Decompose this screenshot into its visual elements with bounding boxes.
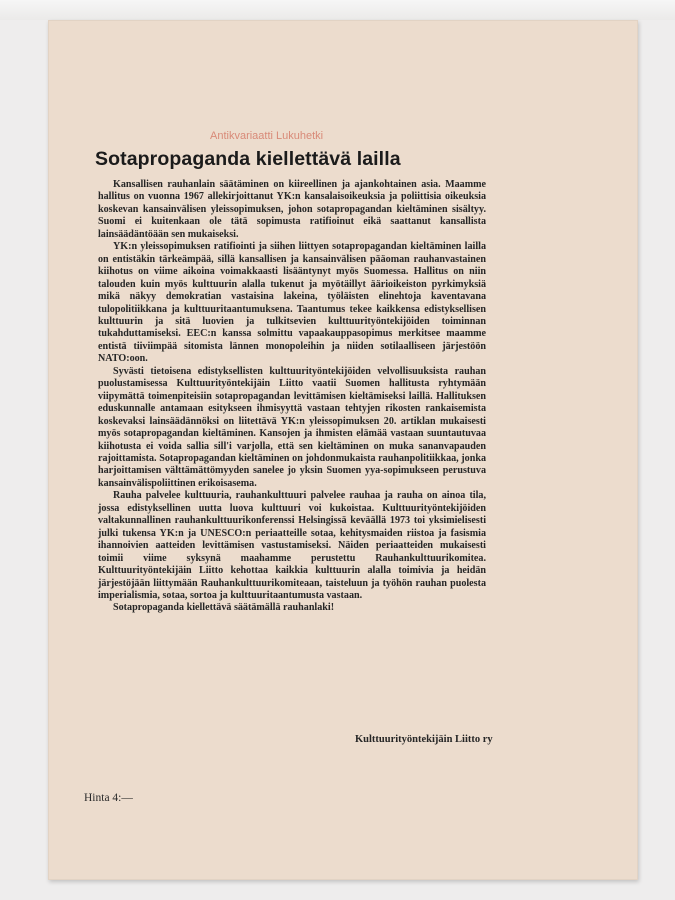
- paragraph: Rauha palvelee kulttuuria, rauhankulttuuri palvelee rauhaa ja rauha on ainoa tila, jossa edistyksellinen uutta luova kulttuuri voi kukoistaa. Kulttuurityöntekijöiden valtakunnallinen rauhankulttuurikonferenssi Helsingissä keväällä 1973 toi yksimielisesti julki tukensa YK:n ja UNESCO:n periaatteille sotaa, kehitysmaiden riistoa ja fasismia ihannoivien aatteiden levittämisen vastustamiseksi. Näiden periaatteiden mukaisesti toimii viime syksynä maahamme perustettu Rauhankulttuurikomitea. Kulttuurityöntekijäin Liitto kehottaa kaikkia kulttuurin alalla toimivia ja heidän järjestöjään liittymään Rauhankulttuurikomiteaan, taisteluun ja työhön rauhan puolesta imperialismia, sotaa, sortoa ja kulttuuritaantumusta vastaan.: [98, 490, 486, 601]
- document-title: Sotapropaganda kiellettävä lailla: [95, 148, 401, 170]
- photo-backdrop: [0, 0, 675, 20]
- signature: Kulttuurityöntekijäin Liitto ry: [355, 734, 493, 745]
- price-label: Hinta 4:—: [84, 792, 133, 804]
- paragraph: YK:n yleissopimuksen ratifiointi ja siihen liittyen sotapropagandan kieltäminen lailla on entistäkin tärkeämpää, sillä kansallisen ja kansainvälisen pääoman rauhanvastainen kiihotus on viime aikoina voimakkaasti lisääntynyt myös Suomessa. Hallitus on niin talouden kuin myös kulttuurin alalla tukenut ja myötäillyt äärioikeiston pyrkimyksiä mikä näkyy demokratian vastaisina lakeina, työläisten elinehtoja kaventavana tulopolitiikkana ja kulttuuritaantumuksena. Taantumus tekee kaikkensa edistyksellisen kulttuurin ja sitä luovien ja tulkitsevien kulttuurityöntekijöiden toiminnan tukahduttamiseksi. EEC:n kanssa solmittu vapaakauppasopimus merkitsee maamme entistä tiiviimpää sitomista lännen monopoleihin ja niiden sotilaalliseen järjestöön NATO:oon.: [98, 241, 486, 365]
- closing-slogan: Sotapropaganda kiellettävä säätämällä rauhanlaki!: [113, 602, 335, 614]
- seller-watermark: Antikvariaatti Lukuhetki: [210, 130, 324, 142]
- paragraph: Kansallisen rauhanlain säätäminen on kiireellinen ja ajankohtainen asia. Maamme hallitus on vuonna 1967 allekirjoittanut YK:n kansalaisoikeuksia ja poliittisia oikeuksia koskevan kansainvälisen yleissopimuksen, johon sotapropagandan kieltäminen sisältyy. Suomi ei kuitenkaan ole tätä sopimusta ratifioinut eikä saattanut kansallista lainsäädäntöään sen mukaiseksi.: [98, 179, 486, 240]
- paragraph: Syvästi tietoisena edistyksellisten kulttuurityöntekijöiden velvollisuuksista rauhan puolustamisessa Kulttuurityöntekijäin Liitto vaatii Suomen hallitusta ryhtymään viipymättä toimenpiteisiin sotapropagandan levittämisen kieltämiseksi laillä. Hallituksen eduskunnalle antamaan esitykseen ihmisyyttä vastaan tehtyjen rikosten rankaisemista koskevaksi lainsäädännöksi on liitettävä YK:n yleissopimuksen 20. artiklan mukaisesti myös sotapropagandan kieltäminen. Kansojen ja ihmisten elämää vastaan suuntautuvaa kiihotusta ei voida sallia sill'i varjolla, että sen kieltäminen on muka sananvapauden rajoittamista. Sotapropagandan kieltäminen on johdonmukaista rauhanpolitiikkaa, jonka harjoittamisen välttämättömyyden sanelee jo yksin Suomen yya-sopimukseen perustuva kansainvälispoliittinen erikoisasema.: [98, 365, 486, 489]
- document-body: [98, 179, 486, 615]
